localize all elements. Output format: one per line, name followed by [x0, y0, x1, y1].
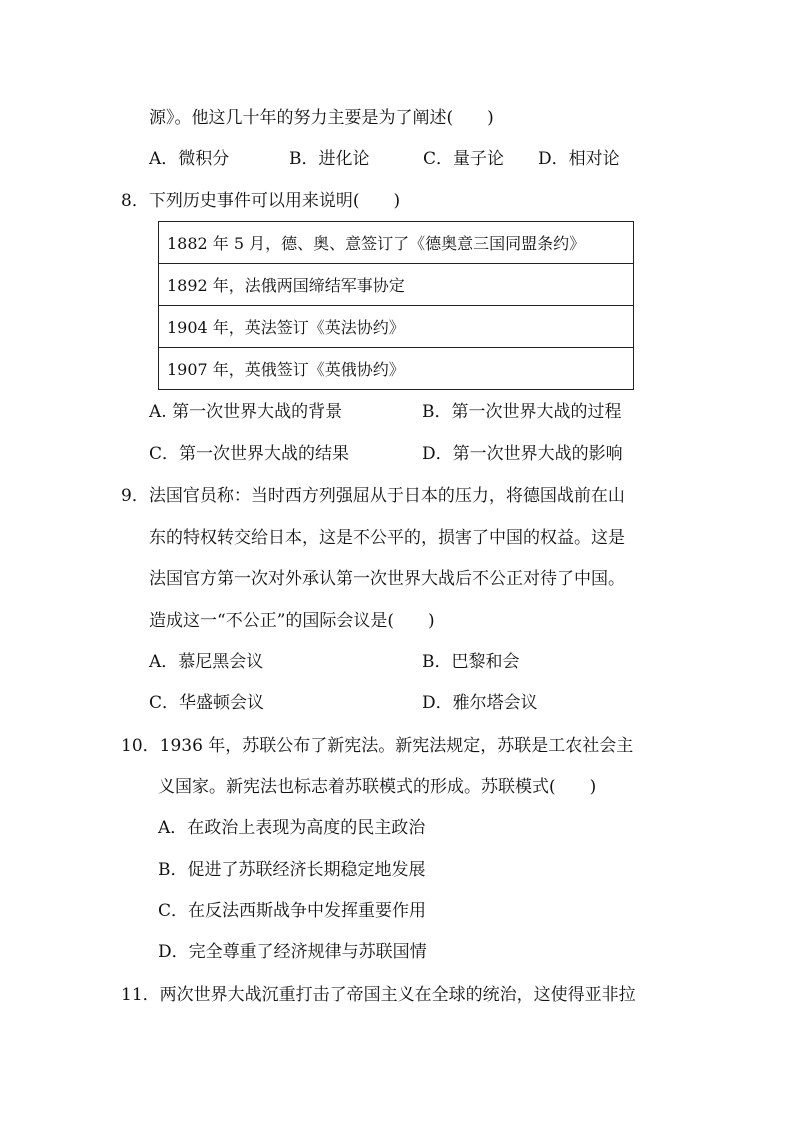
q10-option-a[interactable]: A．在政治上表现为高度的民主政治	[158, 818, 426, 838]
table-row	[159, 348, 634, 390]
q7-option-c[interactable]: C．量子论	[423, 149, 505, 169]
table-cell: 1904 年，英法签订《英法协约》	[159, 306, 634, 348]
q9-option-b[interactable]: B．巴黎和会	[422, 652, 520, 672]
q11-stem-line-1: 11．两次世界大战沉重打击了帝国主义在全球的统治，这使得亚非拉	[121, 985, 636, 1005]
table-cell: 1907 年，英俄签订《英俄协约》	[159, 348, 634, 390]
q8-option-d[interactable]: D．第一次世界大战的影响	[422, 444, 623, 464]
q7-option-a[interactable]: A．微积分	[149, 149, 230, 169]
q7-option-b[interactable]: B．进化论	[289, 149, 370, 169]
q8-option-c[interactable]: C．第一次世界大战的结果	[149, 444, 350, 464]
q10-stem-line-2: 义国家。新宪法也标志着苏联模式的形成。苏联模式( )	[158, 777, 597, 797]
q8-event-table	[158, 221, 634, 390]
q9-option-c[interactable]: C．华盛顿会议	[149, 693, 265, 713]
q8-option-a[interactable]: A. 第一次世界大战的背景	[149, 402, 343, 422]
q7-option-d[interactable]: D．相对论	[538, 149, 620, 169]
q10-stem-line-1: 10．1936 年，苏联公布了新宪法。新宪法规定，苏联是工农社会主	[121, 736, 634, 756]
q9-stem-line-4: 造成这一“不公正”的国际会议是( )	[149, 611, 435, 631]
table-row	[159, 264, 634, 306]
q9-option-d[interactable]: D．雅尔塔会议	[422, 693, 538, 713]
q10-option-d[interactable]: D．完全尊重了经济规律与苏联国情	[158, 942, 427, 962]
q9-stem-line-3: 法国官方第一次对外承认第一次世界大战后不公正对待了中国。	[149, 569, 625, 589]
q9-stem-line-2: 东的特权转交给日本，这是不公平的，损害了中国的权益。这是	[149, 528, 625, 548]
q7-continued-stem: 源》。他这几十年的努力主要是为了阐述( )	[149, 108, 494, 128]
q9-option-a[interactable]: A．慕尼黑会议	[149, 652, 264, 672]
table-row	[159, 306, 634, 348]
table-row	[159, 222, 634, 264]
q8-option-b[interactable]: B．第一次世界大战的过程	[422, 402, 622, 422]
q10-option-b[interactable]: B．促进了苏联经济长期稳定地发展	[158, 860, 426, 880]
table-cell: 1892 年，法俄两国缔结军事协定	[159, 264, 634, 306]
q10-option-c[interactable]: C．在反法西斯战争中发挥重要作用	[158, 901, 427, 921]
table-cell: 1882 年 5 月，德、奥、意签订了《德奥意三国同盟条约》	[159, 222, 634, 264]
q8-stem: 8．下列历史事件可以用来说明( )	[121, 191, 401, 211]
q9-stem-line-1: 9．法国官员称：当时西方列强屈从于日本的压力，将德国战前在山	[121, 486, 625, 506]
